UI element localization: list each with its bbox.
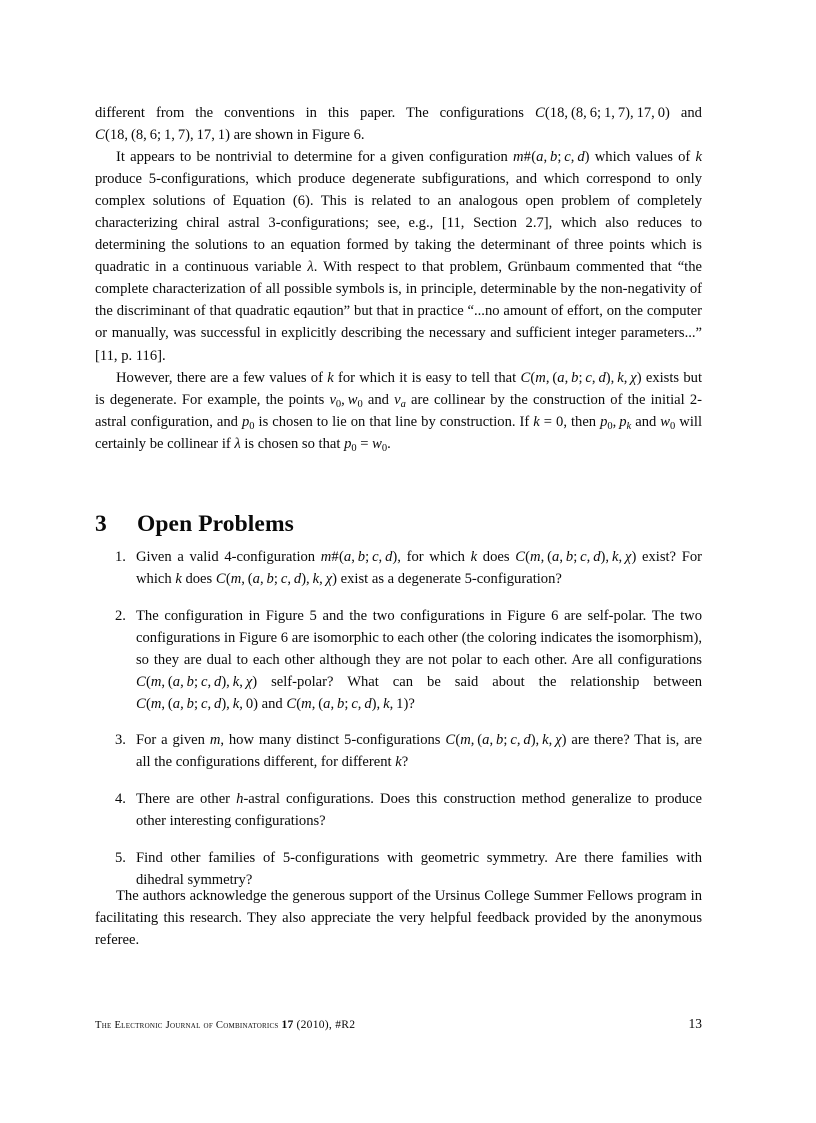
para3-text-a: However, there are a few values of [116, 369, 328, 386]
list-item-text: There are other h-astral configurations. Does this construction method generalize to produce other interesting configurations? [136, 790, 702, 829]
math-p0-pk: $p_0$, $p_k$ [600, 413, 632, 432]
math-va: $v_a$ [394, 391, 406, 410]
page-footer [95, 1016, 702, 1032]
acknowledgment-block [95, 885, 702, 951]
para3-text-i: will certainly be collinear if [95, 413, 702, 452]
math-config-generic: C(m, (a, b; c, d), k, χ) [520, 369, 642, 386]
math-v0-w0: $v_0$, $w_0$ [329, 391, 363, 410]
paragraph-degenerate [95, 367, 702, 455]
math-k: k [695, 149, 703, 166]
para2-text-a: It appears to be nontrivial to determine for a given configuration [116, 149, 514, 166]
math-h: h [236, 790, 244, 807]
list-item [95, 788, 702, 832]
section-title: Open Problems [137, 510, 294, 537]
math-config-chi-1: C(m, (a, b; c, d), k, 1) [286, 695, 409, 712]
page-number: 13 [688, 1016, 702, 1031]
math-config-generic: C(m, (a, b; c, d), k, χ) [136, 673, 258, 690]
math-k: k [175, 571, 182, 588]
list-item [95, 546, 702, 590]
math-k: k [470, 549, 478, 565]
paragraph-continuation [95, 102, 702, 146]
list-marker: 1. [115, 549, 126, 565]
para2-text-b: which values of [589, 149, 696, 166]
para3-text-j: is chosen so that [240, 435, 345, 452]
math-lambda-2: λ [234, 435, 241, 452]
para1-text-a: different from the conventions in this paper. The configurations [95, 105, 535, 121]
footer-volume: 17 [281, 1018, 294, 1031]
math-k-equals-0: k = 0 [533, 413, 564, 430]
para3-text-d: and [362, 391, 395, 408]
page-canvas [95, 0, 702, 1123]
para3-text-e: are collinear by the construction of the initial 2-astral configuration, and [95, 391, 702, 430]
para3-text-g: , then [563, 413, 601, 430]
math-lambda: λ [307, 259, 314, 276]
footer-journal-name: The Electronic Journal of Combinatorics [95, 1020, 279, 1031]
list-item [95, 729, 702, 773]
list-marker: 4. [115, 790, 126, 807]
para3-text-f: is chosen to lie on that line by construction. If [254, 413, 534, 430]
math-config-18-0: C(18, (8, 6; 1, 7), 17, 0) [534, 105, 670, 121]
list-marker: 2. [115, 607, 126, 624]
math-config-chi-0: C(m, (a, b; c, d), k, 0) [136, 695, 258, 712]
math-w0: $w_0$ [660, 413, 676, 432]
math-p0-equals-w0: $p_0 = w_0$ [344, 435, 388, 454]
footer-issue: (2010), #R2 [296, 1018, 356, 1031]
math-k: k [395, 754, 402, 771]
para3-text-k: . [387, 435, 391, 452]
math-m: m [209, 732, 221, 749]
para1-text-b: and [669, 105, 702, 121]
para3-text-b: for which it is easy to tell that [333, 369, 521, 386]
footer-journal-reference [95, 1018, 355, 1031]
math-config-generic: C(m, (a, b; c, d), k, χ) [515, 549, 637, 565]
math-m-sharp-abcd: m#(a, b; c, d) [320, 549, 398, 565]
list-marker: 5. [115, 849, 126, 866]
acknowledgment-text: The authors acknowledge the generous support of the Ursinus College Summer Fellows program in facilitating this research. They also appreciate the very helpful feedback provided by the anonymous referee. [95, 888, 702, 949]
math-config-generic: C(m, (a, b; c, d), k, χ) [445, 732, 567, 749]
list-item-text: Given a valid 4-configuration m#(a, b; c, d), for which k does C(m, (a, b; c, d), k, χ) exist? For which k does C(m, (a, b; c, d), k, χ) exist as a degenerate 5-configuration? [136, 549, 702, 588]
math-k-2: k [327, 369, 334, 386]
section-heading-open-problems [95, 511, 294, 538]
list-item-text: Find other families of 5-configurations with geometric symmetry. Are there families with dihedral symmetry? [136, 849, 702, 888]
list-item [95, 605, 702, 715]
para3-text-h: and [631, 413, 661, 430]
intro-paragraphs [95, 102, 702, 455]
para2-text-d: . With respect to that problem, Grünbaum commented that “the complete characterization of all possible symbols is, in principle, determinable by the non-negativity of the discriminant of that quadratic eqaution” but that in practice “...no amount of effort, on the computer or manually, was successful in explicitly describing the necessary and sufficient integer parameters...” [11, p. 116]. [95, 259, 703, 364]
list-item-text: For a given m, how many distinct 5-configurations C(m, (a, b; c, d), k, χ) are there? That is, are all the configurations different, for different k? [136, 732, 702, 771]
math-config-18-1: C(18, (8, 6; 1, 7), 17, 1) [95, 127, 230, 144]
math-config-generic: C(m, (a, b; c, d), k, χ) [215, 571, 337, 588]
math-p0: $p_0$ [241, 413, 255, 432]
list-item-text: The configuration in Figure 5 and the two configurations in Figure 6 are self-polar. The two configurations in Figure 6 are isomorphic to each other (the coloring indicates the isomorphism), so they are dual to each other although they are not polar to each other. Are all configurations C(m, (a, b; c, d), k, χ) self-polar? What can be said about the relationship between C(m, (a, b; c, d), k, 0) and C(m, (a, b; c, d), k, 1)? [136, 607, 702, 712]
para1-text-c: are shown in Figure 6. [229, 127, 365, 144]
list-item [95, 847, 702, 891]
para3-text-c: exists but is degenerate. For example, the points [95, 369, 703, 408]
math-m-sharp-abcd: m#(a, b; c, d) [513, 149, 590, 166]
section-number: 3 [95, 510, 107, 537]
open-problems-list [95, 546, 702, 891]
list-marker: 3. [115, 732, 126, 749]
para2-text-c: produce 5-configurations, which produce degenerate subfigurations, and which correspond to only complex solutions of Equation (6). This is related to an analogous open problem of completely characterizing chiral astral 3-configurations; see, e.g., [11, Section 2.7], which also reduces to determining the solutions to an equation formed by taking the determinant of three points which is quadratic in a continuous variable [95, 171, 702, 276]
paragraph-nontrivial [95, 146, 702, 366]
